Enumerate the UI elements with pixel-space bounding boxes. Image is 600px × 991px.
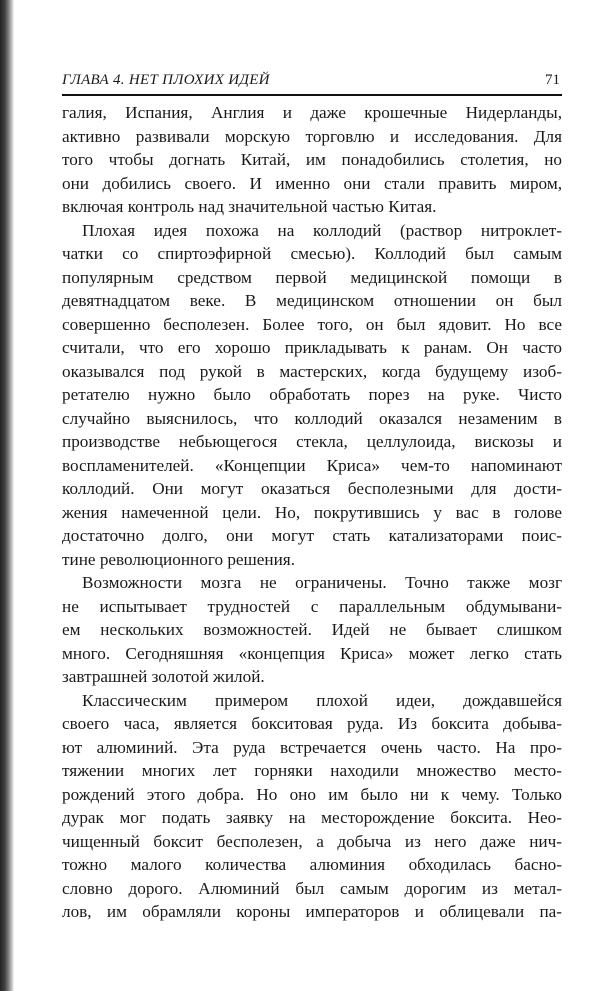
paragraph <box>62 689 562 924</box>
paragraph <box>62 101 562 219</box>
text-line: тине революционного решения. <box>62 549 296 569</box>
text-line: коллодий. Они могут оказаться бесполезными для дости- <box>62 479 562 498</box>
text-line: воспламенителей. «Концепции Криса» чем-то напоминают <box>62 455 562 475</box>
text-line: ем нескольких возможностей. Идей не бывает слишком <box>62 620 562 639</box>
text-line: дурак мог подать заявку на месторождение боксита. Нео- <box>62 808 562 827</box>
header-rule <box>62 94 562 96</box>
text-line: словно дорого. Алюминий был самым дорогим из метал- <box>62 878 562 898</box>
text-line: Возможности мозга не ограничены. Точно также мозг <box>82 573 562 592</box>
chapter-title: ГЛАВА 4. НЕТ ПЛОХИХ ИДЕЙ <box>62 72 270 88</box>
text-line: чищенный боксит бесполезен, а добыча из него даже нич- <box>62 831 562 851</box>
text-line: оказывался под рукой в мастерских, когда будущему изоб- <box>62 361 562 381</box>
text-line: производстве небьющегося стекла, целлулоида, вискозы и <box>62 432 562 451</box>
scan-edge-shadow <box>0 0 14 991</box>
text-line: галия, Испания, Англия и даже крошечные Нидерланды, <box>62 103 562 122</box>
text-line: рождений этого добра. Но оно им было ни к чему. Только <box>62 784 562 804</box>
text-line: Классическим примером плохой идеи, дождавшейся <box>82 690 562 710</box>
body-text <box>62 101 562 924</box>
text-line: активно развивали морскую торговлю и исследования. Для <box>62 126 562 146</box>
page-number: 71 <box>545 72 560 88</box>
text-line: случайно выяснилось, что коллодий оказался незаменим в <box>62 408 562 428</box>
text-line: девятнадцатом веке. В медицинском отношении он был <box>62 291 562 310</box>
text-line: Плохая идея похожа на коллодий (раствор нитроклет- <box>82 220 562 240</box>
text-line: достаточно долго, они могут стать катализаторами поис- <box>62 526 562 545</box>
text-line: считали, что его хорошо прикладывать к ранам. Он часто <box>62 338 562 357</box>
text-line: не испытывает трудностей с параллельным обдумывани- <box>62 596 562 616</box>
text-line: популярным средством первой медицинской помощи в <box>62 267 562 287</box>
text-line: своего часа, является бокситовая руда. Из боксита добыва- <box>62 714 562 733</box>
text-line: того чтобы догнать Китай, им понадобились столетия, но <box>62 150 562 169</box>
text-line: тяжении многих лет горняки находили множество место- <box>62 761 562 780</box>
paragraph <box>62 571 562 689</box>
text-line: они добились своего. И именно они стали править миром, <box>62 173 562 193</box>
text-line: тожно малого количества алюминия обходилась басно- <box>62 855 562 874</box>
paragraph <box>62 219 562 572</box>
text-line: жения намеченной цели. Но, покрутившись у вас в голове <box>62 502 562 522</box>
text-line: совершенно бесполезен. Более того, он был ядовит. Но все <box>62 314 562 334</box>
text-line: включая контроль над значительной частью Китая. <box>62 197 437 216</box>
running-header <box>62 70 562 92</box>
text-line: ретателю нужно было обработать порез на руке. Чисто <box>62 385 562 404</box>
text-line: ют алюминий. Эта руда встречается очень часто. На про- <box>62 737 562 757</box>
text-line: чатки со спиртоэфирной смесью). Коллодий был самым <box>62 244 562 263</box>
text-line: много. Сегодняшняя «концепция Криса» может легко стать <box>62 643 562 663</box>
text-line: лов, им обрамляли короны императоров и облицевали па- <box>62 902 562 921</box>
text-line: завтрашней золотой жилой. <box>62 667 265 686</box>
